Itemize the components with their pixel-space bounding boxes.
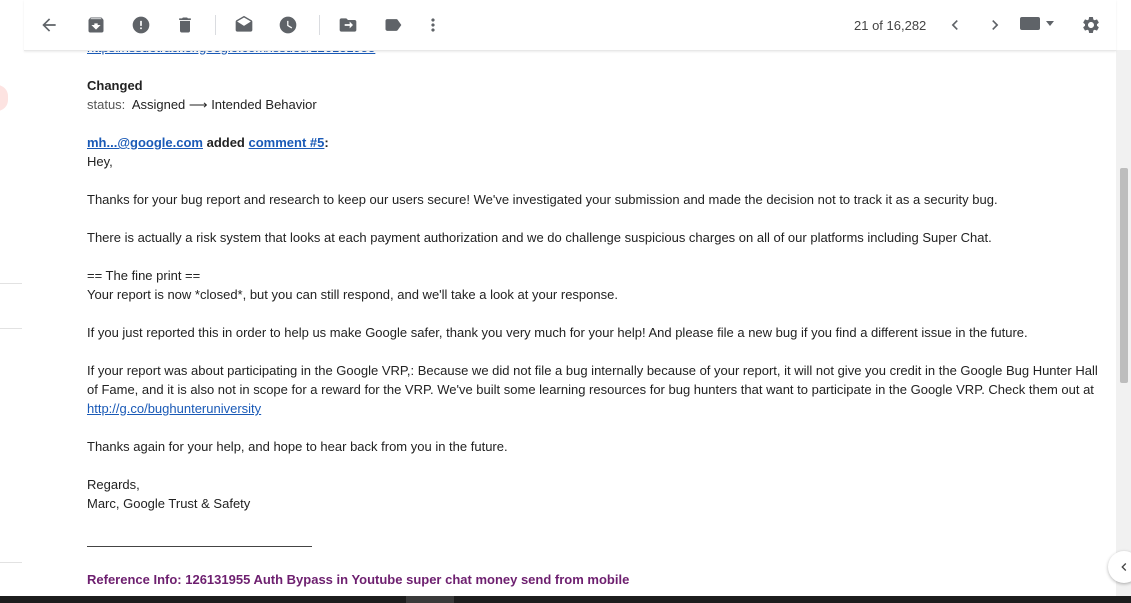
bughunter-university-link[interactable]: http://g.co/bughunteruniversity — [87, 401, 262, 416]
paragraph-1: Thanks for your bug report and research to keep our users secure! We've investigated your submission and made the decision not to track it as a security bug. — [87, 192, 998, 207]
paragraph-4: If you just reported this in order to help us make Google safer, thank you very much for your help! And please file a new bug if you find a different issue in the future. — [87, 325, 1028, 340]
report-spam-icon[interactable] — [129, 13, 153, 37]
added-text: added — [206, 135, 245, 150]
paragraph-5-line-1: If your report was about participating in the Google VRP,: Because we did not file a bug internally because of your report, it will not give you credit in the Google Bug Hunter Hall — [87, 363, 1098, 378]
fine-print-heading: == The fine print == — [87, 268, 201, 283]
back-arrow-icon[interactable] — [37, 13, 61, 37]
divider — [0, 562, 22, 563]
move-to-icon[interactable] — [336, 13, 360, 37]
greeting: Hey, — [87, 154, 113, 169]
reference-info: Reference Info: 126131955 Auth Bypass in Youtube super chat money send from mobile — [87, 572, 630, 587]
arrow-icon: ⟶ — [188, 97, 208, 112]
compose-fragment — [0, 85, 8, 111]
toolbar-separator — [319, 15, 320, 35]
caret-down-icon — [1046, 21, 1054, 26]
snooze-icon[interactable] — [276, 13, 300, 37]
chevron-left-icon[interactable] — [943, 13, 967, 37]
keyboard-icon — [1020, 17, 1040, 30]
paragraph-2: There is actually a risk system that looks at each payment authorization and we do challenge suspicious charges on all of our platforms including Super Chat. — [87, 230, 992, 245]
pagination-count: 21 of 16,282 — [854, 18, 927, 33]
os-taskbar — [0, 596, 1131, 603]
label-icon[interactable] — [381, 13, 405, 37]
archive-icon[interactable] — [84, 13, 108, 37]
comment-header — [87, 133, 329, 152]
status-from: Assigned — [131, 97, 186, 112]
divider — [0, 283, 22, 284]
toolbar-separator — [215, 15, 216, 35]
scrollbar[interactable] — [1116, 50, 1131, 596]
input-tools-button[interactable] — [1020, 17, 1054, 30]
side-panel-toggle[interactable] — [1108, 551, 1131, 583]
chevron-right-icon[interactable] — [983, 13, 1007, 37]
settings-gear-icon[interactable] — [1079, 13, 1103, 37]
mark-unread-icon[interactable] — [232, 13, 256, 37]
message-toolbar — [24, 0, 1116, 51]
status-label: status: — [87, 97, 126, 112]
status-to: Intended Behavior — [211, 97, 317, 112]
colon-text: : — [324, 135, 329, 150]
status-change-line — [87, 95, 317, 114]
changed-heading: Changed — [87, 78, 143, 93]
paragraph-5-line-2: of Fame, and it is also not in scope for a reward for the VRP. We've built some learning resources for bug hunters that want to participate in the Google VRP. Check them out at — [87, 382, 1094, 397]
divider — [0, 328, 22, 329]
signature: Marc, Google Trust & Safety — [87, 496, 251, 511]
paragraph-6: Thanks again for your help, and hope to hear back from you in the future. — [87, 439, 508, 454]
regards: Regards, — [87, 477, 140, 492]
left-gutter — [0, 0, 24, 603]
more-vert-icon[interactable] — [421, 13, 445, 37]
paragraph-3: Your report is now *closed*, but you can still respond, and we'll take a look at your response. — [87, 287, 618, 302]
author-email-link[interactable]: mh...@google.com — [87, 135, 203, 150]
scrollbar-thumb[interactable] — [1120, 168, 1128, 383]
chevron-left-icon — [1116, 559, 1131, 575]
comment-link[interactable]: comment #5 — [248, 135, 325, 150]
taskbar-active-item[interactable] — [406, 596, 454, 603]
signature-divider — [87, 546, 312, 547]
delete-icon[interactable] — [173, 13, 197, 37]
